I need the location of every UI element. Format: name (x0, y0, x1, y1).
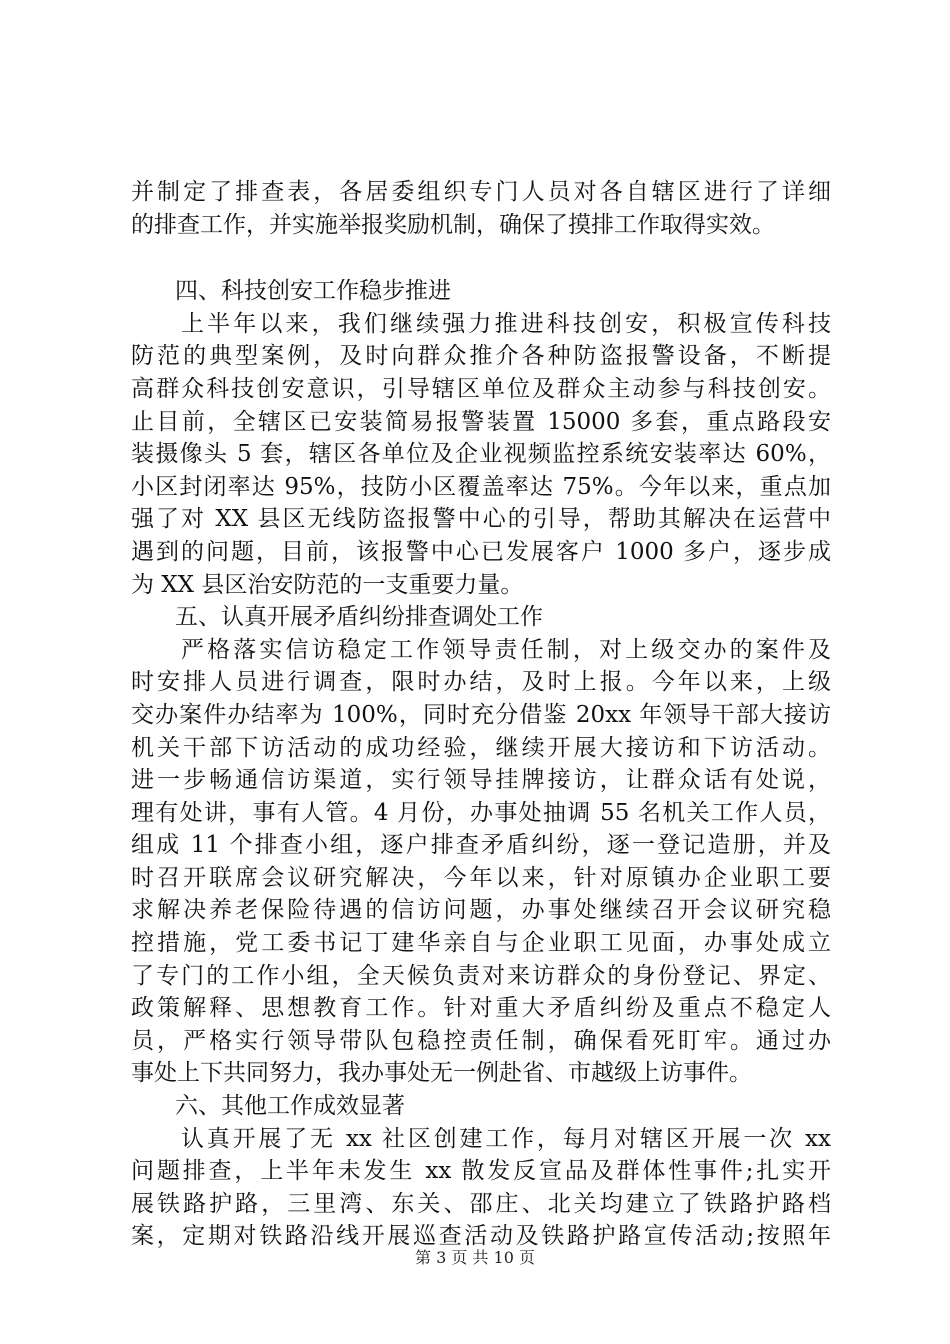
text-line: 控措施，党工委书记丁建华亲自与企业职工见面，办事处成立 (131, 930, 831, 957)
text-line: 并制定了排查表，各居委组织专门人员对各自辖区进行了详细 (131, 179, 831, 205)
text-line: 组成 11 个排查小组，逐户排查矛盾纠纷，逐一登记造册，并及 (131, 832, 831, 859)
text-line: 止目前，全辖区已安装简易报警装置 15000 多套，重点路段安 (131, 408, 831, 435)
text-line: 小区封闭率达 95%，技防小区覆盖率达 75%。今年以来，重点加 (131, 473, 831, 500)
text-line: 上半年以来，我们继续强力推进科技创安，积极宣传科技 (181, 310, 831, 337)
paragraph-continuation (131, 176, 831, 241)
text-line: 交办案件办结率为 100%，同时充分借鉴 20xx 年领导干部大接访 (131, 701, 831, 728)
text-line: 问题排查，上半年未发生 xx 散发反宣品及群体性事件;扎实开 (131, 1158, 831, 1185)
text-line: 时召开联席会议研究解决，今年以来，针对原镇办企业职工要 (131, 864, 831, 891)
section-heading-5: 五、认真开展矛盾纠纷排查调处工作 (175, 604, 543, 631)
text-line: 进一步畅通信访渠道，实行领导挂牌接访，让群众话有处说， (131, 767, 831, 794)
text-line: 遇到的问题，目前，该报警中心已发展客户 1000 多户，逐步成 (131, 538, 831, 565)
section-heading-4: 四、科技创安工作稳步推进 (175, 278, 451, 305)
section-heading-6: 六、其他工作成效显著 (175, 1093, 405, 1120)
text-line: 了专门的工作小组，全天候负责对来访群众的身份登记、界定、 (131, 962, 831, 989)
paragraph-dispute-resolution (131, 634, 831, 1090)
paragraph-other-work (131, 1123, 831, 1253)
text-line: 为 XX 县区治安防范的一支重要力量。 (131, 571, 524, 598)
text-line: 求解决养老保险待遇的信访问题，办事处继续召开会议研究稳 (131, 897, 831, 924)
text-line: 时安排人员进行调查，限时办结，及时上报。今年以来，上级 (131, 669, 831, 696)
text-line: 展铁路护路，三里湾、东关、邵庄、北关均建立了铁路护路档 (131, 1190, 831, 1217)
text-line: 机关干部下访活动的成功经验，继续开展大接访和下访活动。 (131, 734, 831, 761)
page-number-footer: 第 3 页 共 10 页 (415, 1248, 535, 1267)
text-line: 严格落实信访稳定工作领导责任制，对上级交办的案件及 (181, 636, 831, 663)
text-line: 事处上下共同努力，我办事处无一例赴省、市越级上访事件。 (131, 1060, 752, 1087)
text-line: 高群众科技创安意识，引导辖区单位及群众主动参与科技创安。 (131, 375, 831, 402)
text-line: 防范的典型案例，及时向群众推介各种防盗报警设备，不断提 (131, 343, 831, 370)
text-line: 政策解释、思想教育工作。针对重大矛盾纠纷及重点不稳定人 (131, 995, 831, 1022)
text-line: 案，定期对铁路沿线开展巡查活动及铁路护路宣传活动;按照年 (131, 1223, 831, 1250)
text-line: 员，严格实行领导带队包稳控责任制，确保看死盯牢。通过办 (131, 1027, 831, 1054)
text-line: 认真开展了无 xx 社区创建工作，每月对辖区开展一次 xx (181, 1125, 831, 1152)
text-line: 强了对 XX 县区无线防盗报警中心的引导，帮助其解决在运营中 (131, 506, 831, 533)
paragraph-gap (131, 241, 831, 275)
text-line: 装摄像头 5 套，辖区各单位及企业视频监控系统安装率达 60%， (131, 441, 831, 468)
text-line: 理有处讲，事有人管。4 月份，办事处抽调 55 名机关工作人员， (131, 799, 831, 826)
document-body (131, 176, 831, 1253)
text-line: 的排查工作，并实施举报奖励机制，确保了摸排工作取得实效。 (131, 211, 775, 238)
paragraph-tech-security (131, 308, 831, 601)
